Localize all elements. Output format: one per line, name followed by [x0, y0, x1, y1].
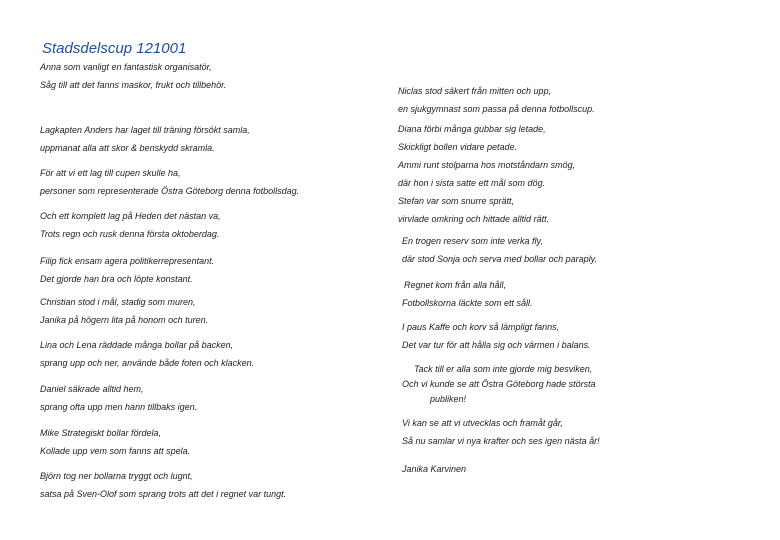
signature: Janika Karvinen: [402, 464, 467, 474]
stanza-right-4: [398, 192, 549, 228]
stanza-right-6: [402, 276, 533, 312]
verse-line: Daniel säkrade alltid hem,: [40, 384, 144, 394]
verse-line: Regnet kom från alla håll,: [404, 280, 507, 290]
stanza-left-9: [40, 424, 190, 460]
stanza-left-3: [40, 164, 299, 200]
verse-line: Lina och Lena räddade många bollar på backen,: [40, 340, 234, 350]
page-title: Stadsdelscup 121001: [42, 40, 187, 57]
verse-line: Vi kan se att vi utvecklas och framåt går,: [402, 418, 563, 428]
verse-line: Skickligt bollen vidare petade.: [398, 142, 518, 152]
verse-line: Niclas stod säkert från mitten och upp,: [398, 86, 552, 96]
stanza-left-10: [40, 467, 286, 503]
verse-line: Och vi kunde se att Östra Göteborg hade största: [402, 379, 596, 389]
stanza-right-3: [398, 156, 575, 192]
verse-line: Det var tur för att hålla sig och värmen i balans.: [402, 340, 591, 350]
verse-line: Björn tog ner bollarna tryggt och lugnt,: [40, 471, 193, 481]
verse-line: Christian stod i mål, stadig som muren,: [40, 297, 196, 307]
verse-line: Såg till att det fanns maskor, frukt och tillbehör.: [40, 80, 227, 90]
verse-line: uppmanat alla att skor & benskydd skramla.: [40, 143, 215, 153]
verse-line: Det gjorde han bra och löpte konstant.: [40, 274, 193, 284]
verse-line: Tack till er alla som inte gjorde mig besviken,: [414, 364, 593, 374]
verse-line: Stefan var som snurre sprätt,: [398, 196, 515, 206]
verse-line: Fotbollskorna läckte som ett såll.: [402, 298, 533, 308]
verse-line: Lagkapten Anders har laget till träning försökt samla,: [40, 125, 250, 135]
stanza-right-7: [402, 318, 591, 354]
stanza-right-1: [398, 82, 595, 118]
verse-line: Filip fick ensam agera politikerrepresentant.: [40, 256, 215, 266]
verse-line: Ammi runt stolparna hos motståndarn smög,: [398, 160, 576, 170]
stanza-left-4: [40, 207, 221, 243]
verse-line: Anna som vanligt en fantastisk organisatör,: [40, 62, 212, 72]
verse-line: För att vi ett lag till cupen skulle ha,: [40, 168, 181, 178]
verse-line: där hon i sista satte ett mål som dög.: [398, 178, 546, 188]
verse-line: där stod Sonja och serva med bollar och paraply.: [402, 254, 597, 264]
verse-line: En trogen reserv som inte verka fly,: [402, 236, 543, 246]
verse-line: Diana förbi många gubbar sig letade,: [398, 124, 546, 134]
stanza-right-2: [398, 120, 546, 156]
stanza-left-2: [40, 121, 250, 157]
verse-line: Janika på högern lita på honom och turen.: [40, 315, 209, 325]
verse-line: sprang upp och ner, använde både foten och klacken.: [40, 358, 255, 368]
stanza-right-8: [402, 362, 596, 407]
verse-line: publiken!: [430, 394, 467, 404]
verse-line: Kollade upp vem som fanns att spela.: [40, 446, 191, 456]
stanza-right-9: [402, 414, 600, 450]
stanza-left-6: [40, 293, 208, 329]
verse-line: Trots regn och rusk denna första oktoberdag.: [40, 229, 220, 239]
verse-line: virvlade omkring och hittade alltid rätt.: [398, 214, 550, 224]
verse-line: en sjukgymnast som passa på denna fotbollscup.: [398, 104, 595, 114]
verse-line: Så nu samlar vi nya krafter och ses igen nästa år!: [402, 436, 600, 446]
stanza-left-5: [40, 252, 214, 288]
stanza-left-7: [40, 336, 254, 372]
verse-line: sprang ofta upp men hann tillbaks igen.: [40, 402, 198, 412]
stanza-left-1: [40, 58, 226, 94]
verse-line: personer som representerade Östra Göteborg denna fotbollsdag.: [40, 186, 300, 196]
verse-line: Och ett komplett lag på Heden det nästan va,: [40, 211, 221, 221]
stanza-right-5: [402, 232, 597, 268]
stanza-left-8: [40, 380, 197, 416]
verse-line: satsa på Sven-Olof som sprang trots att det i regnet var tungt.: [40, 489, 287, 499]
verse-line: I paus Kaffe och korv så lämpligt fanns,: [402, 322, 560, 332]
verse-line: Mike Strategiskt bollar fördela,: [40, 428, 162, 438]
